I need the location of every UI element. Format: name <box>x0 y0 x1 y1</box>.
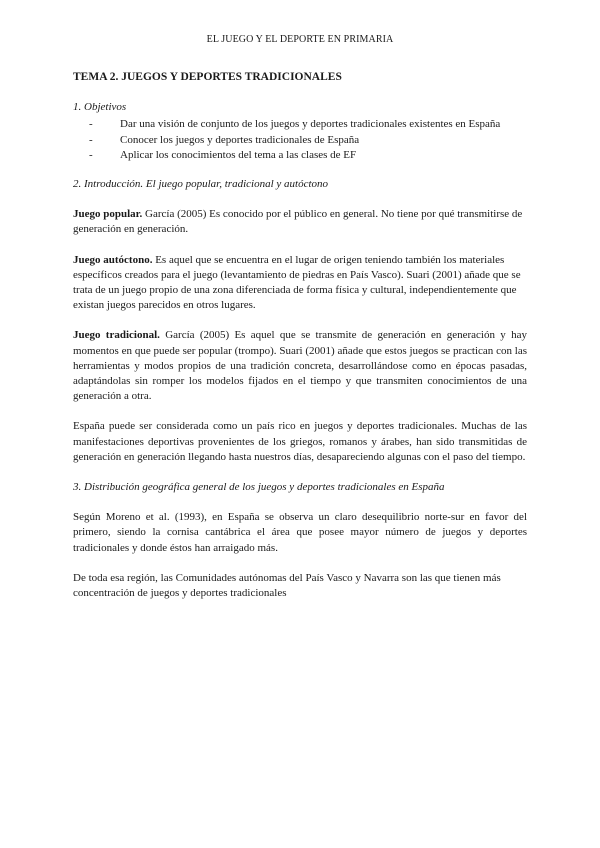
objectives-list <box>73 117 527 163</box>
paragraph-juego-tradicional <box>73 328 527 404</box>
section-heading-distribucion: 3. Distribución geográfica general de los juegos y deportes tradicionales en España <box>73 481 445 494</box>
list-item: - Aplicar los conocimientos del tema a las clases de EF <box>73 148 527 163</box>
term-juego-tradicional: Juego tradicional. <box>73 329 160 342</box>
list-item: - Dar una visión de conjunto de los juegos y deportes tradicionales existentes en España <box>73 117 527 132</box>
definition-juego-tradicional: García (2005) Es aquel que se transmite de generación en generación y hay momentos en que puede ser popular (trompo). Suari (2001) añade que estos juegos se practican con las herramientas y modos propios de una tradición concreta, desarrollándose como en épocas pasadas, adaptándolas sin romper los modelos fijados en el tiempo y que transmiten conocimientos de una generación a otra. <box>73 329 527 403</box>
paragraph-juego-popular <box>73 207 527 237</box>
section-heading-introduccion: 2. Introducción. El juego popular, tradicional y autóctono <box>73 178 329 191</box>
running-header: EL JUEGO Y EL DEPORTE EN PRIMARIA <box>206 34 394 45</box>
term-juego-popular: Juego popular. <box>73 208 143 221</box>
paragraph-moreno: Según Moreno et al. (1993), en España se observa un claro desequilibrio norte-sur en favor del primero, siendo la cornisa cantábrica el área que posee mayor número de juegos y deportes tradicionales y donde éstos han arraigado más. <box>73 511 527 554</box>
paragraph-espana: España puede ser considerada como un país rico en juegos y deportes tradicionales. Muchas de las manifestaciones deportivas provenientes de los griegos, romanos y árabes, han sido transmitidas de generación en generación llegando hasta nuestros días, desapareciendo algunas con el paso del tiempo. <box>73 420 527 463</box>
section-heading-objetivos: 1. Objetivos <box>73 101 127 114</box>
list-item: - Conocer los juegos y deportes tradicionales de España <box>73 133 527 148</box>
definition-juego-popular: García (2005) Es conocido por el público en general. No tiene por qué transmitirse de generación en generación. <box>73 208 523 236</box>
document-title: TEMA 2. JUEGOS Y DEPORTES TRADICIONALES <box>73 71 342 83</box>
paragraph-comunidades: De toda esa región, las Comunidades autónomas del País Vasco y Navarra son las que tienen más concentración de juegos y deportes tradicionales <box>73 571 501 600</box>
definition-juego-autoctono: Es aquel que se encuentra en el lugar de origen teniendo también los materiales específicos creados para el juego (levantamiento de piedras en País Vasco). Suari (2001) añade que se trata de un juego propio de una zona diferenciada de forma física y cultural, independientemente que existan juegos parecidos en otros lugares. <box>73 253 521 312</box>
paragraph-juego-autoctono <box>73 253 527 314</box>
term-juego-autoctono: Juego autóctono. <box>73 253 153 266</box>
document-body <box>73 70 527 616</box>
